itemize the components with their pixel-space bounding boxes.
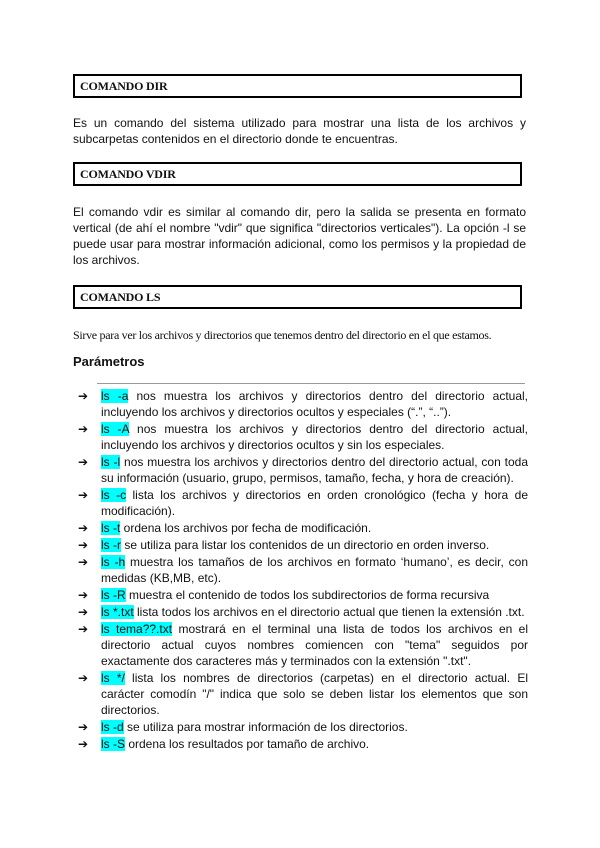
arrow-bullet-icon: ➔ [78,671,89,685]
parameter-description: lista los nombres de directorios (carpetas) en el directorio actual. El carácter comodín "/" indica que solo se deben listar los elementos que son directorios. [101,671,528,717]
arrow-bullet-icon: ➔ [78,521,89,535]
parameter-item [73,554,528,586]
paragraph-comando-vdir: El comando vdir es similar al comando dir, pero la salida se presenta en formato vertical (de ahí el nombre "vdir" que significa "directorios verticales"). La opción -l se puede usar para mostrar información adicional, como los permisos y la propiedad de los archivos. [73,205,526,267]
parameter-command: ls -R [101,588,126,602]
parameter-item [73,421,528,453]
heading-comando-vdir: COMANDO VDIR [73,162,522,186]
parameter-description: nos muestra los archivos y directorios dentro del directorio actual, incluyendo los archivos y directorios ocultos y sin los especiales. [101,422,528,452]
paragraph-comando-dir: Es un comando del sistema utilizado para mostrar una lista de los archivos y subcarpetas contenidos en el directorio donde te encuentras. [73,116,526,146]
parameter-command: ls tema??.txt [101,622,173,636]
paragraph-comando-ls: Sirve para ver los archivos y directorios que tenemos dentro del directorio en el que estamos. [73,328,492,342]
parameter-description: muestra el contenido de todos los subdirectorios de forma recursiva [125,588,490,602]
parameter-item [73,719,528,735]
parameter-command: ls *.txt [101,605,134,619]
arrow-bullet-icon: ➔ [78,488,89,502]
parameter-item [73,587,528,603]
parameters-divider [97,383,525,384]
parameters-title: Parámetros [73,354,145,369]
parameter-description: nos muestra los archivos y directorios dentro del directorio actual, con toda su información (usuario, grupo, permisos, tamaño, fecha, y hora de creación). [101,455,528,485]
parameter-description: lista todos los archivos en el directorio actual que tienen la extensión .txt. [133,605,525,619]
parameter-item [73,520,528,536]
parameter-command: ls -S [101,737,125,751]
arrow-bullet-icon: ➔ [78,622,89,636]
parameter-item [73,388,528,420]
parameter-command: ls -r [101,538,121,552]
arrow-bullet-icon: ➔ [78,588,89,602]
parameter-command: ls -h [101,555,126,569]
arrow-bullet-icon: ➔ [78,538,89,552]
arrow-bullet-icon: ➔ [78,555,89,569]
parameter-description: se utiliza para mostrar información de los directorios. [123,720,408,734]
parameter-description: nos muestra los archivos y directorios dentro del directorio actual, incluyendo los archivos y directorios ocultos y especiales (“.”, “..”). [101,389,528,419]
parameter-item [73,487,528,519]
parameter-item [73,537,528,553]
parameter-item [73,454,528,486]
parameter-item [73,604,528,620]
parameter-description: ordena los archivos por fecha de modificación. [120,521,372,535]
parameter-description: se utiliza para listar los contenidos de un directorio en orden inverso. [121,538,490,552]
heading-comando-dir: COMANDO DIR [73,74,522,98]
arrow-bullet-icon: ➔ [78,422,89,436]
parameter-command: ls -l [101,455,121,469]
arrow-bullet-icon: ➔ [78,455,89,469]
parameter-command: ls -c [101,488,127,502]
parameter-description: ordena los resultados por tamaño de archivo. [125,737,370,751]
parameter-description: mostrará en el terminal una lista de todos los archivos en el directorio actual cuyos nombres comiencen con "tema" seguidos por exactamente dos caracteres más y terminados con la extensión ".txt". [101,622,529,668]
heading-comando-ls: COMANDO LS [73,285,522,309]
parameter-description: lista los archivos y directorios en orden cronológico (fecha y hora de modificación). [101,488,528,518]
parameter-command: ls -A [101,422,130,436]
parameter-command: ls -a [101,389,129,403]
parameter-item [73,670,528,718]
arrow-bullet-icon: ➔ [78,389,89,403]
parameter-command: ls -t [101,521,121,535]
parameter-command: ls -d [101,720,124,734]
parameter-item [73,621,528,669]
arrow-bullet-icon: ➔ [78,737,89,751]
parameter-command: ls */ [101,671,125,685]
arrow-bullet-icon: ➔ [78,605,89,619]
parameter-description: muestra los tamaños de los archivos en formato ‘humano’, es decir, con medidas (KB,MB, etc). [101,555,528,585]
parameters-list [73,388,528,753]
arrow-bullet-icon: ➔ [78,720,89,734]
parameter-item [73,736,528,752]
